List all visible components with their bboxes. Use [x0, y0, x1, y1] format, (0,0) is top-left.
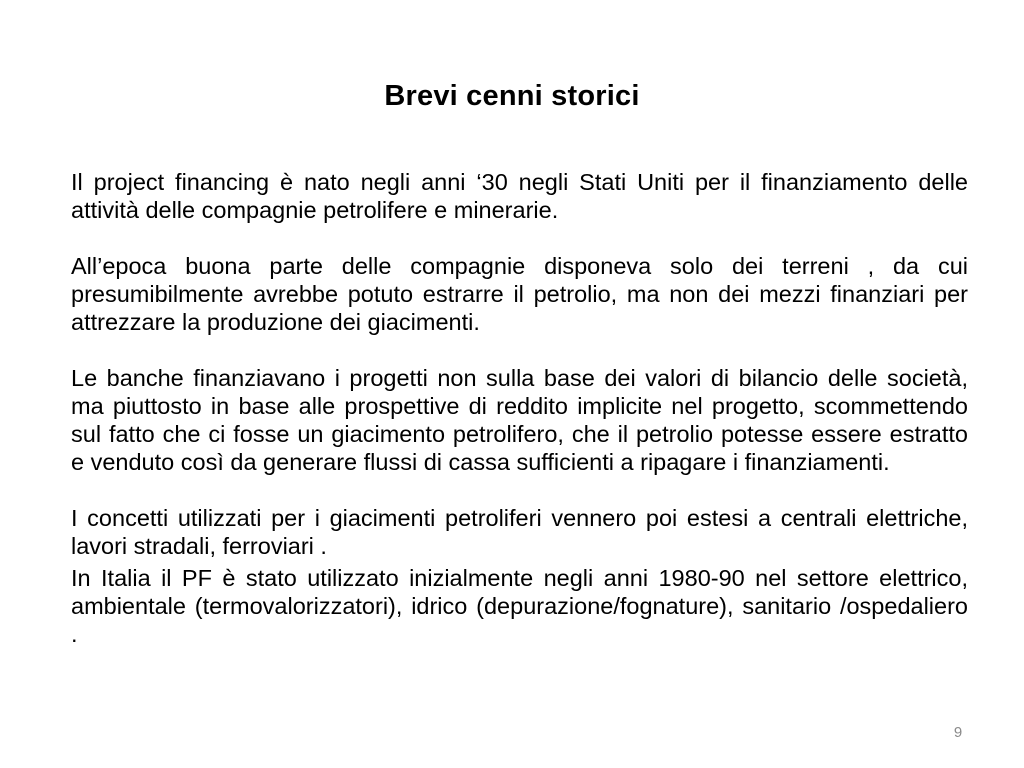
slide-body: [71, 168, 968, 648]
paragraph-land-resources: All’epoca buona parte delle compagnie disponeva solo dei terreni , da cui presumibilmente avrebbe potuto estrarre il petrolio, ma non dei mezzi finanziari per attrezzare la produzione dei giacimenti.: [71, 253, 968, 335]
paragraph-extension: I concetti utilizzati per i giacimenti petroliferi vennero poi estesi a centrali elettriche, lavori stradali, ferroviari .: [71, 505, 968, 559]
paragraph-origins: Il project financing è nato negli anni ‘30 negli Stati Uniti per il finanziamento delle attività delle compagnie petrolifere e minerarie.: [71, 169, 968, 223]
page-number: 9: [953, 724, 963, 741]
slide-title: Brevi cenni storici: [384, 80, 640, 112]
paragraph-italy: In Italia il PF è stato utilizzato inizialmente negli anni 1980-90 nel settore elettrico, ambientale (termovalorizzatori), idrico (depurazione/fognature), sanitario /ospedaliero .: [71, 565, 968, 647]
paragraph-bank-financing: Le banche finanziavano i progetti non sulla base dei valori di bilancio delle società, ma piuttosto in base alle prospettive di reddito implicite nel progetto, scommettendo sul fatto che ci fosse un giacimento petrolifero, che il petrolio potesse essere estratto e venduto così da generare flussi di cassa sufficienti a ripagare i finanziamenti.: [71, 365, 968, 475]
